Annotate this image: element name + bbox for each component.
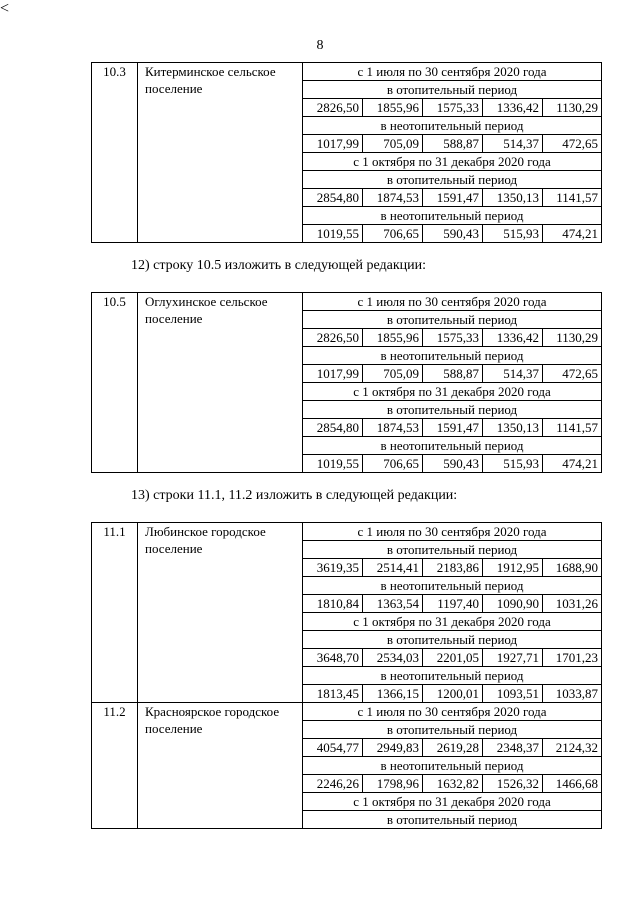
- period-header: с 1 октября по 31 декабря 2020 года: [303, 383, 602, 401]
- value-cell: 1019,55: [303, 455, 363, 473]
- value-cell: 588,87: [423, 365, 483, 383]
- table-row: [92, 63, 602, 81]
- value-cell: 1912,95: [483, 559, 543, 577]
- value-cell: 1591,47: [423, 419, 483, 437]
- table-row: [92, 703, 602, 721]
- value-cell: 1130,29: [543, 329, 602, 347]
- value-cell: 706,65: [363, 455, 423, 473]
- value-cell: 472,65: [543, 135, 602, 153]
- nonheating-label: в неотопительный период: [303, 757, 602, 775]
- value-cell: 1350,13: [483, 419, 543, 437]
- value-cell: 1813,45: [303, 685, 363, 703]
- value-cell: 1141,57: [543, 419, 602, 437]
- period-header: с 1 июля по 30 сентября 2020 года: [303, 523, 602, 541]
- value-cell: 2826,50: [303, 99, 363, 117]
- value-cell: 515,93: [483, 225, 543, 243]
- period-header: с 1 октября по 31 декабря 2020 года: [303, 613, 602, 631]
- instruction-13: 13) строки 11.1, 11.2 изложить в следующей редакции:: [131, 488, 458, 503]
- value-cell: 1810,84: [303, 595, 363, 613]
- table-row: [92, 293, 602, 311]
- value-cell: 2514,41: [363, 559, 423, 577]
- nonheating-label: в неотопительный период: [303, 207, 602, 225]
- value-cell: 1033,87: [543, 685, 602, 703]
- value-cell: 1701,23: [543, 649, 602, 667]
- value-cell: 1019,55: [303, 225, 363, 243]
- value-cell: 2949,83: [363, 739, 423, 757]
- value-cell: 2124,32: [543, 739, 602, 757]
- value-cell: 1336,42: [483, 329, 543, 347]
- value-cell: 3648,70: [303, 649, 363, 667]
- value-cell: 514,37: [483, 365, 543, 383]
- tariff-table-11: [91, 522, 602, 829]
- value-cell: 1090,90: [483, 595, 543, 613]
- nonheating-label: в неотопительный период: [303, 577, 602, 595]
- value-cell: 2246,26: [303, 775, 363, 793]
- value-cell: 1855,96: [363, 99, 423, 117]
- nonheating-label: в неотопительный период: [303, 117, 602, 135]
- value-cell: 514,37: [483, 135, 543, 153]
- settlement-name: Любинское городское поселение: [138, 523, 303, 703]
- value-cell: 705,09: [363, 135, 423, 153]
- value-cell: 1874,53: [363, 419, 423, 437]
- settlement-name: Китерминское сельское поселение: [138, 63, 303, 243]
- value-cell: 2348,37: [483, 739, 543, 757]
- heating-label: в отопительный период: [303, 721, 602, 739]
- heating-label: в отопительный период: [303, 81, 602, 99]
- value-cell: 515,93: [483, 455, 543, 473]
- value-cell: 474,21: [543, 225, 602, 243]
- value-cell: 1927,71: [483, 649, 543, 667]
- settlement-name: Красноярское городское поселение: [138, 703, 303, 829]
- value-cell: 1575,33: [423, 99, 483, 117]
- nonheating-label: в неотопительный период: [303, 667, 602, 685]
- value-cell: 1632,82: [423, 775, 483, 793]
- value-cell: 1575,33: [423, 329, 483, 347]
- value-cell: 1591,47: [423, 189, 483, 207]
- table-row: [92, 523, 602, 541]
- value-cell: 706,65: [363, 225, 423, 243]
- value-cell: 1200,01: [423, 685, 483, 703]
- heating-label: в отопительный период: [303, 811, 602, 829]
- nonheating-label: в неотопительный период: [303, 347, 602, 365]
- row-number: 10.5: [92, 293, 138, 473]
- period-header: с 1 октября по 31 декабря 2020 года: [303, 153, 602, 171]
- value-cell: 1031,26: [543, 595, 602, 613]
- value-cell: 2201,05: [423, 649, 483, 667]
- value-cell: 472,65: [543, 365, 602, 383]
- settlement-name: Оглухинское сельское поселение: [138, 293, 303, 473]
- period-header: с 1 июля по 30 сентября 2020 года: [303, 703, 602, 721]
- value-cell: 1336,42: [483, 99, 543, 117]
- page-number: 8: [316, 38, 324, 53]
- row-number: 10.3: [92, 63, 138, 243]
- tariff-table-10-3: [91, 62, 602, 243]
- value-cell: 1141,57: [543, 189, 602, 207]
- value-cell: 2534,03: [363, 649, 423, 667]
- value-cell: 1093,51: [483, 685, 543, 703]
- instruction-12: 12) строку 10.5 изложить в следующей редакции:: [131, 258, 427, 273]
- value-cell: 1466,68: [543, 775, 602, 793]
- heating-label: в отопительный период: [303, 171, 602, 189]
- value-cell: 2183,86: [423, 559, 483, 577]
- value-cell: 2854,80: [303, 419, 363, 437]
- value-cell: 1526,32: [483, 775, 543, 793]
- value-cell: 2826,50: [303, 329, 363, 347]
- value-cell: 1798,96: [363, 775, 423, 793]
- value-cell: 1017,99: [303, 135, 363, 153]
- value-cell: 1688,90: [543, 559, 602, 577]
- value-cell: 1366,15: [363, 685, 423, 703]
- value-cell: 705,09: [363, 365, 423, 383]
- value-cell: 1197,40: [423, 595, 483, 613]
- heating-label: в отопительный период: [303, 541, 602, 559]
- value-cell: 1855,96: [363, 329, 423, 347]
- value-cell: 1874,53: [363, 189, 423, 207]
- period-header: с 1 июля по 30 сентября 2020 года: [303, 63, 602, 81]
- value-cell: 474,21: [543, 455, 602, 473]
- nonheating-label: в неотопительный период: [303, 437, 602, 455]
- value-cell: 3619,35: [303, 559, 363, 577]
- heating-label: в отопительный период: [303, 631, 602, 649]
- value-cell: 590,43: [423, 455, 483, 473]
- period-header: с 1 октября по 31 декабря 2020 года: [303, 793, 602, 811]
- heating-label: в отопительный период: [303, 401, 602, 419]
- row-number: 11.1: [92, 523, 138, 703]
- value-cell: 4054,77: [303, 739, 363, 757]
- value-cell: 588,87: [423, 135, 483, 153]
- value-cell: 2854,80: [303, 189, 363, 207]
- value-cell: 1130,29: [543, 99, 602, 117]
- value-cell: 2619,28: [423, 739, 483, 757]
- value-cell: 1350,13: [483, 189, 543, 207]
- row-number: 11.2: [92, 703, 138, 829]
- period-header: с 1 июля по 30 сентября 2020 года: [303, 293, 602, 311]
- value-cell: 590,43: [423, 225, 483, 243]
- tariff-table-10-5: [91, 292, 602, 473]
- value-cell: 1363,54: [363, 595, 423, 613]
- value-cell: 1017,99: [303, 365, 363, 383]
- heating-label: в отопительный период: [303, 311, 602, 329]
